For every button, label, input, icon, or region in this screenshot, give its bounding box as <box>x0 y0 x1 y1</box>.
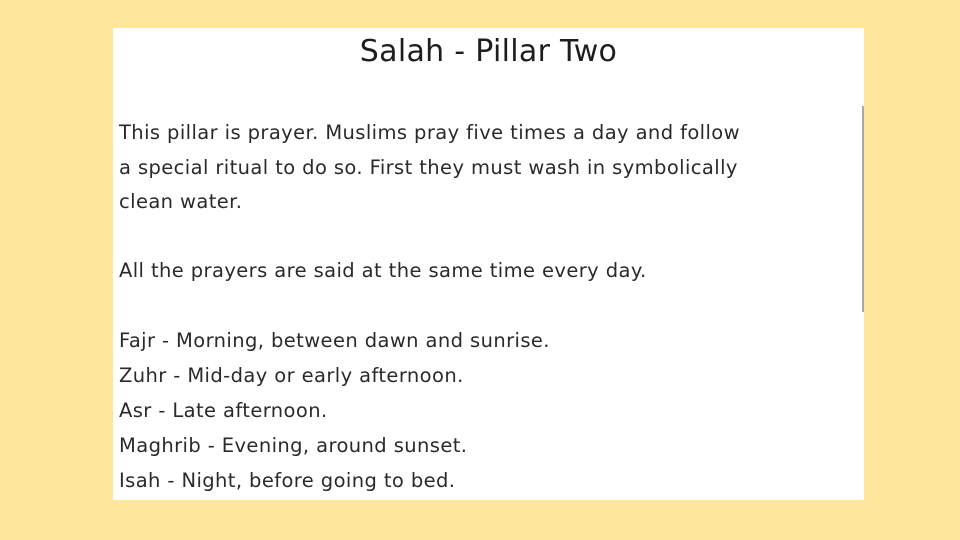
scrollbar-edge <box>862 106 864 312</box>
content-card <box>113 28 864 500</box>
list-item: Maghrib - Evening, around sunset. <box>119 434 468 457</box>
intro-line: a special ritual to do so. First they must wash in symbolically <box>119 155 738 179</box>
intro-paragraph <box>119 116 860 220</box>
page-title: Salah - Pillar Two <box>359 34 618 69</box>
same-time-sentence: All the prayers are said at the same time every day. <box>119 259 647 282</box>
list-item: Isah - Night, before going to bed. <box>119 469 456 492</box>
intro-line: clean water. <box>119 190 243 213</box>
list-item: Fajr - Morning, between dawn and sunrise. <box>119 329 550 352</box>
prayer-times-list <box>119 323 550 498</box>
intro-line: This pillar is prayer. Muslims pray five times a day and follow <box>119 121 740 144</box>
list-item: Asr - Late afternoon. <box>119 399 328 422</box>
list-item: Zuhr - Mid-day or early afternoon. <box>119 364 464 387</box>
